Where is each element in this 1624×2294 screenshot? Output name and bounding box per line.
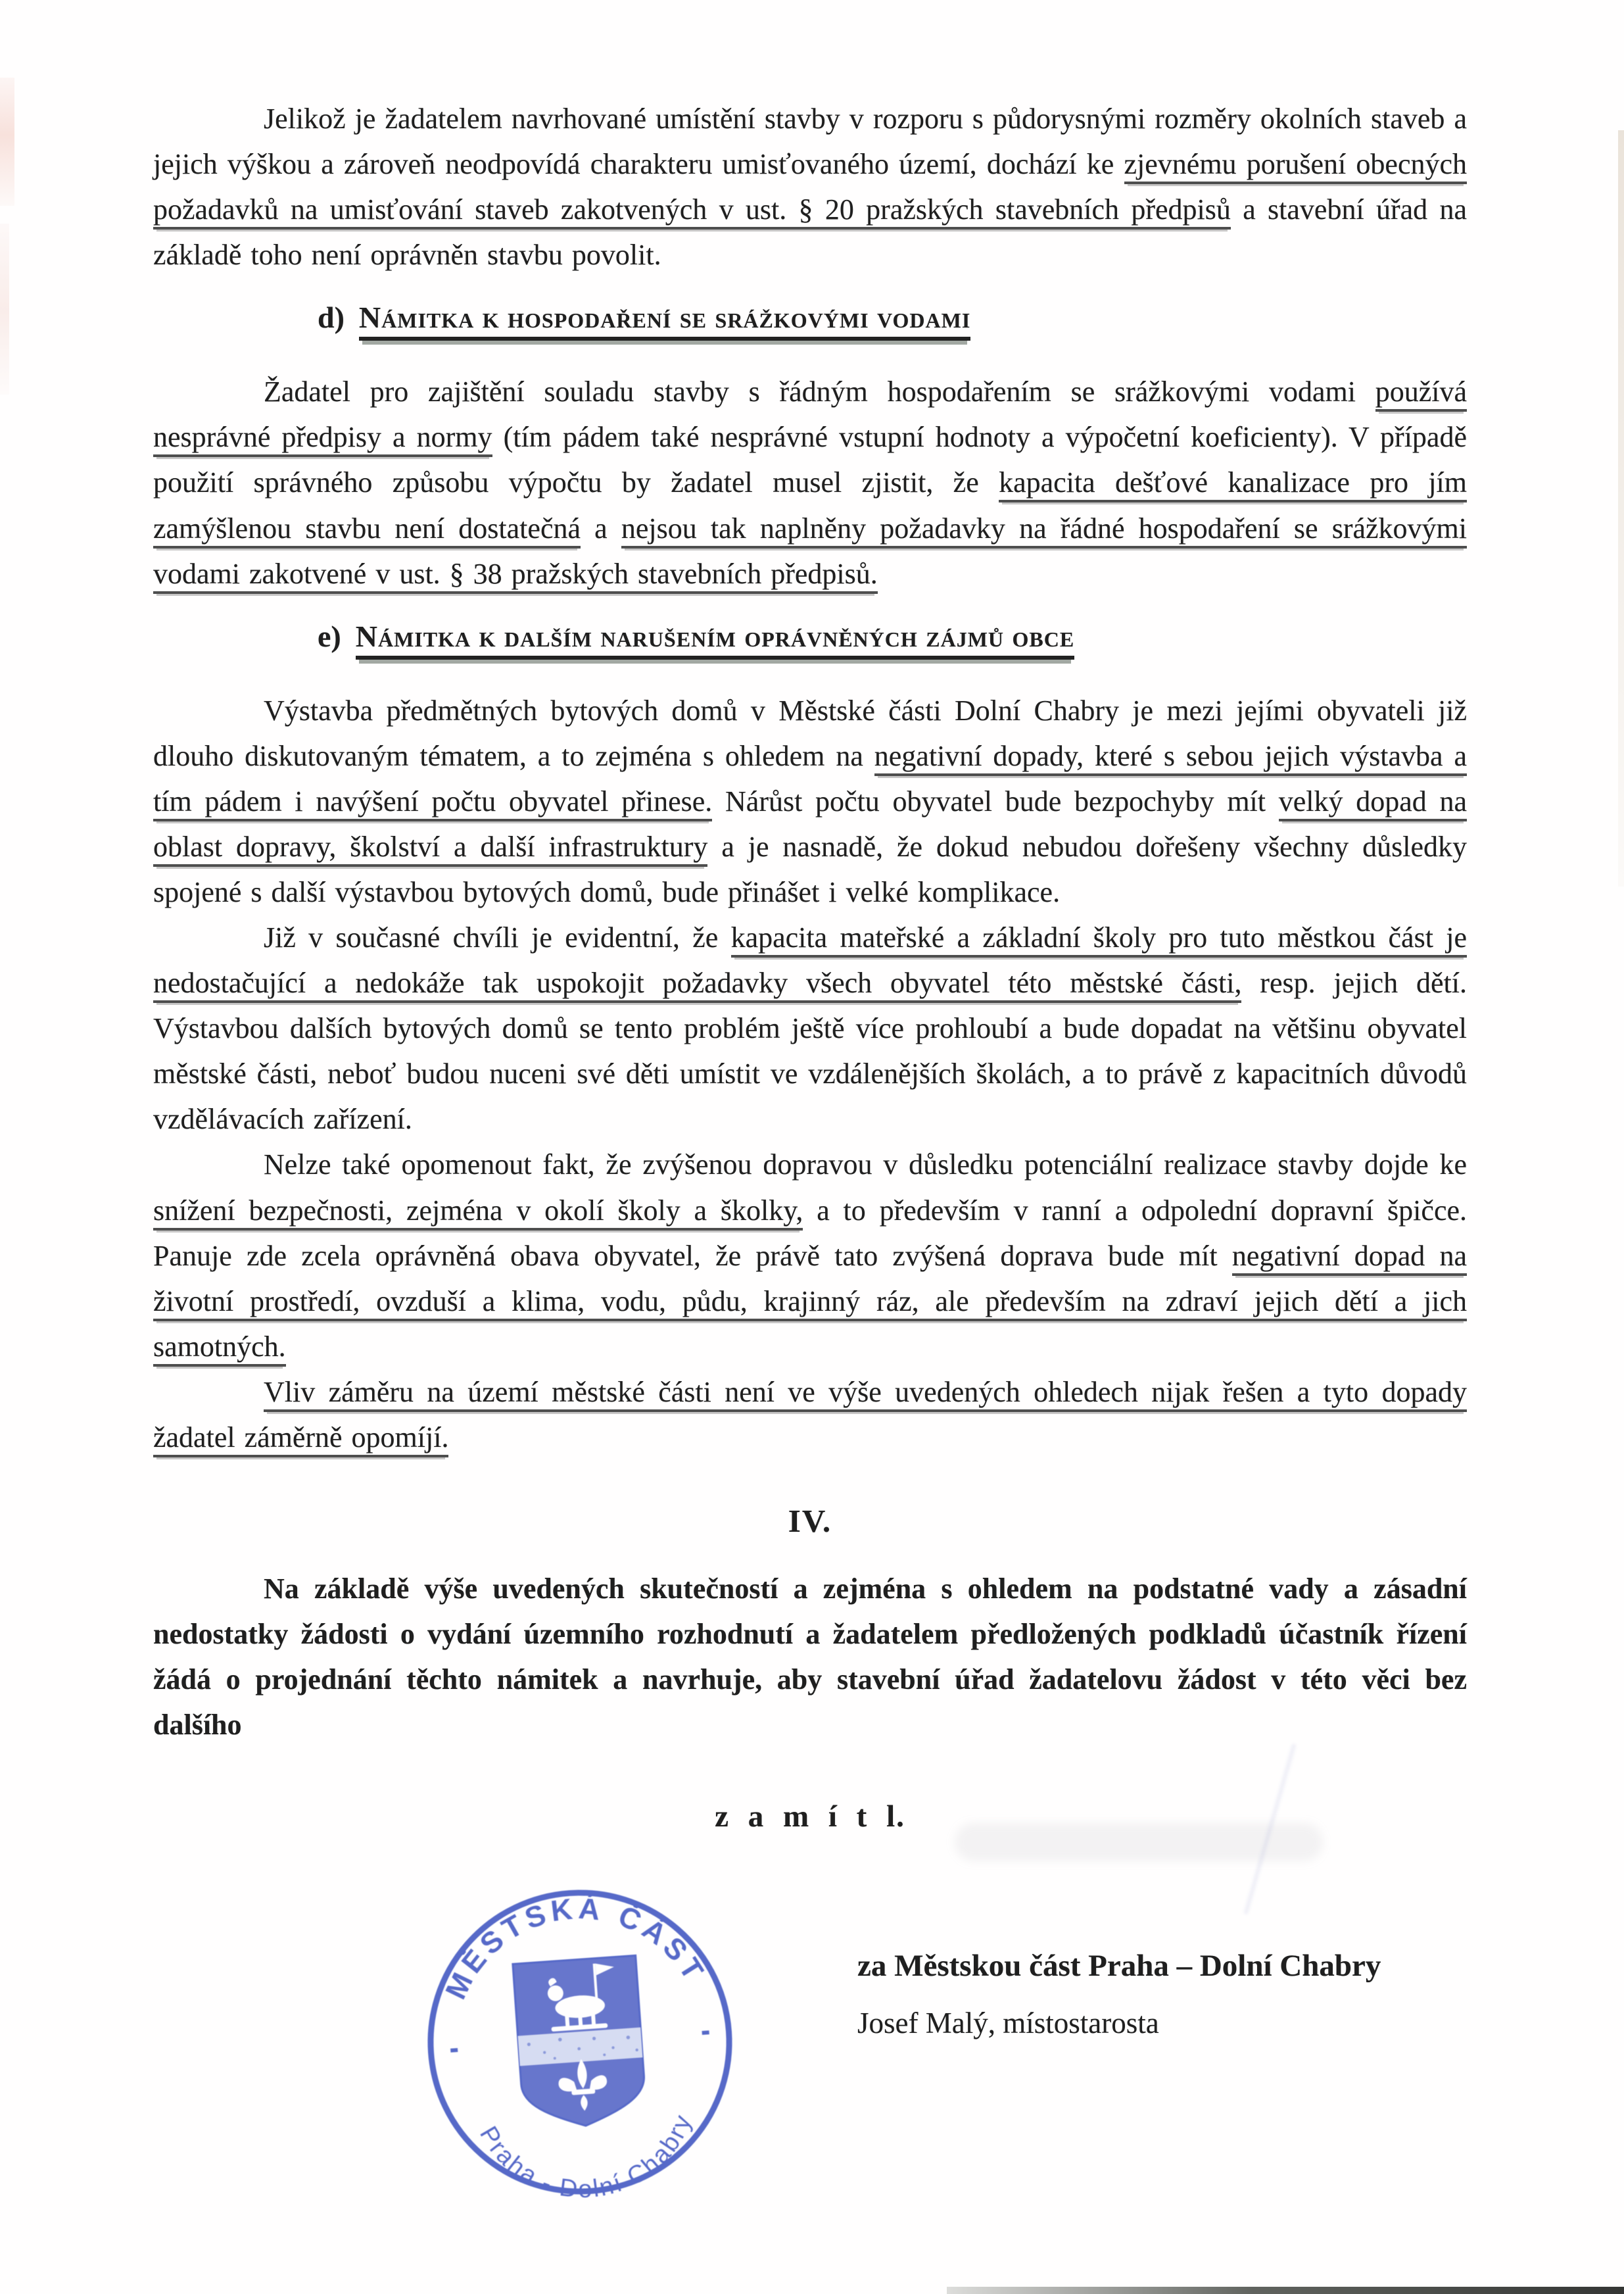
stamp-shield xyxy=(509,1955,651,2130)
scan-edge-artifact-right xyxy=(1618,130,1624,887)
scan-edge-artifact-left2 xyxy=(0,224,9,395)
section-d-label: d) xyxy=(318,301,345,335)
paragraph-traffic: Nelze také opomenout fakt, že zvýšenou dopravou v důsledku potenciální realizace stavby dojde ke snížení bezpečnosti, zejména v okolí školy a školky, a to především v ranní a odpolední dopravní špičce. Panuje zde zcela oprávněná obava obyvatel, že právě tato zvýšená doprava bude mít negativní dopad na životní prostředí, ovzduší a klima, vodu, půdu, krajinný ráz, ale především na zdraví jejich dětí a jich samotných. xyxy=(153,1142,1467,1369)
verdict-text: z a m í t l. xyxy=(715,1799,905,1834)
signature-block xyxy=(857,1948,1515,2040)
stamp-tick-left xyxy=(450,2048,458,2053)
section-e-label: e) xyxy=(318,619,341,653)
stamp-arc-bottom-text: Praha - Dolní Chabry xyxy=(474,2109,698,2204)
scan-edge-artifact-bottom xyxy=(947,2287,1624,2294)
section-e-title: Námitka k dalším narušením oprávněných zájmů obce xyxy=(356,620,1074,660)
document-body xyxy=(153,0,1467,1834)
signature-authority: za Městskou část Praha – Dolní Chabry xyxy=(857,1949,1381,1983)
paragraph-stormwater: Žadatel pro zajištění souladu stavby s řádným hospodařením se srážkovými vodami používá nesprávné předpisy a normy (tím pádem také nesprávné vstupní hodnoty a výpočetní koeficienty). V případě použití správného způsobu výpočtu by žadatel musel zjistit, že kapacita dešťové kanalizace pro jím zamýšlenou stavbu není dostatečná a nejsou tak naplněny požadavky na řádné hospodaření se srážkovými vodami zakotvené v ust. § 38 pražských stavebních předpisů. xyxy=(153,369,1467,596)
paragraph-intro: Jelikož je žadatelem navrhované umístění stavby v rozporu s půdorysnými rozměry okolních staveb a jejich výškou a zároveň neodpovídá charakteru umisťovaného území, dochází ke zjevnému porušení obecných požadavků na umisťování staveb zakotvených v ust. § 20 pražských stavebních předpisů a stavební úřad na základě toho není oprávněn stavbu povolit. xyxy=(153,103,1468,272)
section-d-heading xyxy=(318,300,1467,335)
paragraph-closing: Na základě výše uvedených skutečností a zejména s ohledem na podstatné vady a zásadní nedostatky žádosti o vydání územního rozhodnutí a žadatelem předložených podkladů účastník řízení žádá o projednání těchto námitek a navrhuje, aby stavební úřad žadatelovu žádost v této věci bez dalšího xyxy=(153,1573,1467,1742)
paragraph-schools: Již v současné chvíli je evidentní, že kapacita mateřské a základní školy pro tuto městkou část je nedostačující a nedokáže tak uspokojit požadavky všech obyvatel této městské části, resp. jejich dětí. Výstavbou dalších bytových domů se tento problém ještě více prohloubí a bude dopadat na většinu obyvatel městské části, neboť budou nuceni své děti umístit ve vzdálenějších školách, a to právě z kapacitních důvodů vzdělávacích zařízení. xyxy=(153,921,1468,1136)
section-e-heading xyxy=(318,619,1467,654)
section-d-title: Námitka k hospodaření se srážkovými vodami xyxy=(359,301,970,341)
stamp-tick-right xyxy=(702,2030,709,2035)
signature-name: Josef Malý, místostarosta xyxy=(857,2007,1159,2039)
section-iv-heading: IV. xyxy=(788,1503,832,1540)
scan-edge-artifact-left xyxy=(0,78,14,206)
paragraph-development: Výstavba předmětných bytových domů v Městské části Dolní Chabry je mezi jejími obyvateli již dlouho diskutovaným tématem, a to zejména s ohledem na negativní dopady, které s sebou jejich výstavba a tím pádem i navýšení počtu obyvatel přinese. Nárůst počtu obyvatel bude bezpochyby mít velký dopad na oblast dopravy, školství a další infrastruktury a je nasnadě, že dokud nebudou dořešeny všechny důsledky spojené s další výstavbou bytových domů, bude přinášet i velké komplikace. xyxy=(153,694,1468,909)
municipal-stamp xyxy=(408,1874,752,2210)
paragraph-impact: Vliv záměru na území městské části není ve výše uvedených ohledech nijak řešen a tyto dopady žadatel záměrně opomíjí. xyxy=(153,1369,1467,1460)
stamp-arc-top-text: MĚSTSKÁ ČÁST xyxy=(439,1891,713,2005)
